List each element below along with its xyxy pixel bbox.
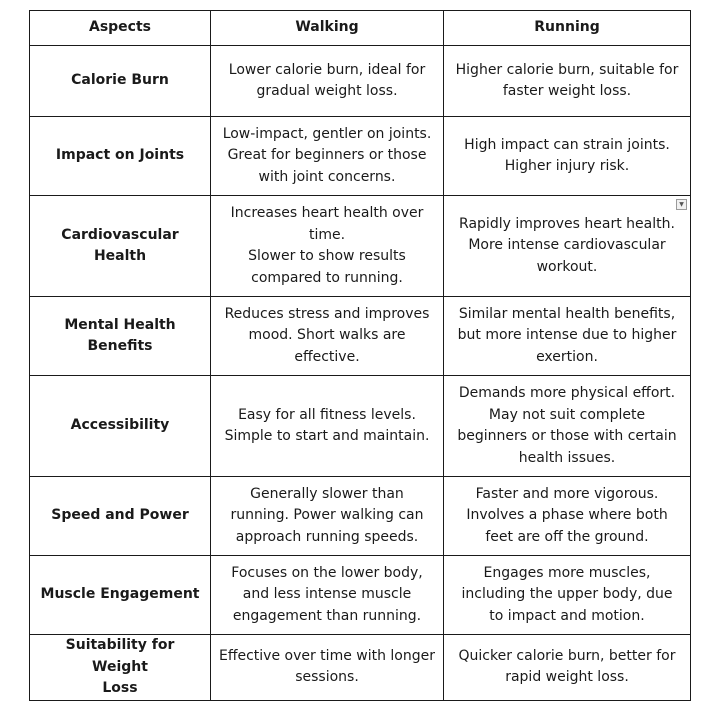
- table-row: [30, 297, 691, 376]
- running-cell[interactable]: Demands more physical effort. May not suit complete beginners or those with certain health issues.: [444, 376, 691, 477]
- running-cell[interactable]: Faster and more vigorous. Involves a phase where both feet are off the ground.: [444, 477, 691, 556]
- walking-cell[interactable]: Generally slower than running. Power walking can approach running speeds.: [211, 477, 444, 556]
- walking-cell[interactable]: Focuses on the lower body, and less intense muscle engagement than running.: [211, 556, 444, 635]
- aspect-cell[interactable]: Cardiovascular Health: [30, 196, 211, 297]
- running-cell[interactable]: Higher calorie burn, suitable for faster weight loss.: [444, 46, 691, 117]
- running-cell[interactable]: Similar mental health benefits, but more intense due to higher exertion.: [444, 297, 691, 376]
- aspect-cell[interactable]: Mental Health Benefits: [30, 297, 211, 376]
- aspect-cell[interactable]: Calorie Burn: [30, 46, 211, 117]
- aspect-cell[interactable]: Impact on Joints: [30, 117, 211, 196]
- running-cell-text: Rapidly improves heart health. More intense cardiovascular workout.: [459, 215, 675, 275]
- walking-cell[interactable]: Lower calorie burn, ideal for gradual weight loss.: [211, 46, 444, 117]
- aspect-cell[interactable]: Accessibility: [30, 376, 211, 477]
- header-row: [30, 11, 691, 46]
- aspect-cell[interactable]: Speed and Power: [30, 477, 211, 556]
- table-row: [30, 556, 691, 635]
- table-row: [30, 376, 691, 477]
- cell-options-icon[interactable]: ▼: [676, 199, 687, 210]
- table-row: [30, 46, 691, 117]
- walking-cell[interactable]: Effective over time with longer sessions.: [211, 635, 444, 701]
- running-cell[interactable]: High impact can strain joints. Higher injury risk.: [444, 117, 691, 196]
- header-running: Running: [444, 11, 691, 46]
- table-row: [30, 635, 691, 701]
- running-cell[interactable]: [444, 196, 691, 297]
- walking-cell[interactable]: Increases heart health over time. Slower to show results compared to running.: [211, 196, 444, 297]
- walking-cell[interactable]: Reduces stress and improves mood. Short walks are effective.: [211, 297, 444, 376]
- table-row: [30, 196, 691, 297]
- table-row: [30, 477, 691, 556]
- table-row: [30, 117, 691, 196]
- comparison-table: [29, 10, 691, 701]
- walking-cell[interactable]: Low-impact, gentler on joints. Great for beginners or those with joint concerns.: [211, 117, 444, 196]
- header-aspects: Aspects: [30, 11, 211, 46]
- header-walking: Walking: [211, 11, 444, 46]
- aspect-cell[interactable]: Suitability for Weight Loss: [30, 635, 211, 701]
- running-cell[interactable]: Quicker calorie burn, better for rapid weight loss.: [444, 635, 691, 701]
- aspect-cell[interactable]: Muscle Engagement: [30, 556, 211, 635]
- running-cell[interactable]: Engages more muscles, including the upper body, due to impact and motion.: [444, 556, 691, 635]
- walking-cell[interactable]: Easy for all fitness levels. Simple to start and maintain.: [211, 376, 444, 477]
